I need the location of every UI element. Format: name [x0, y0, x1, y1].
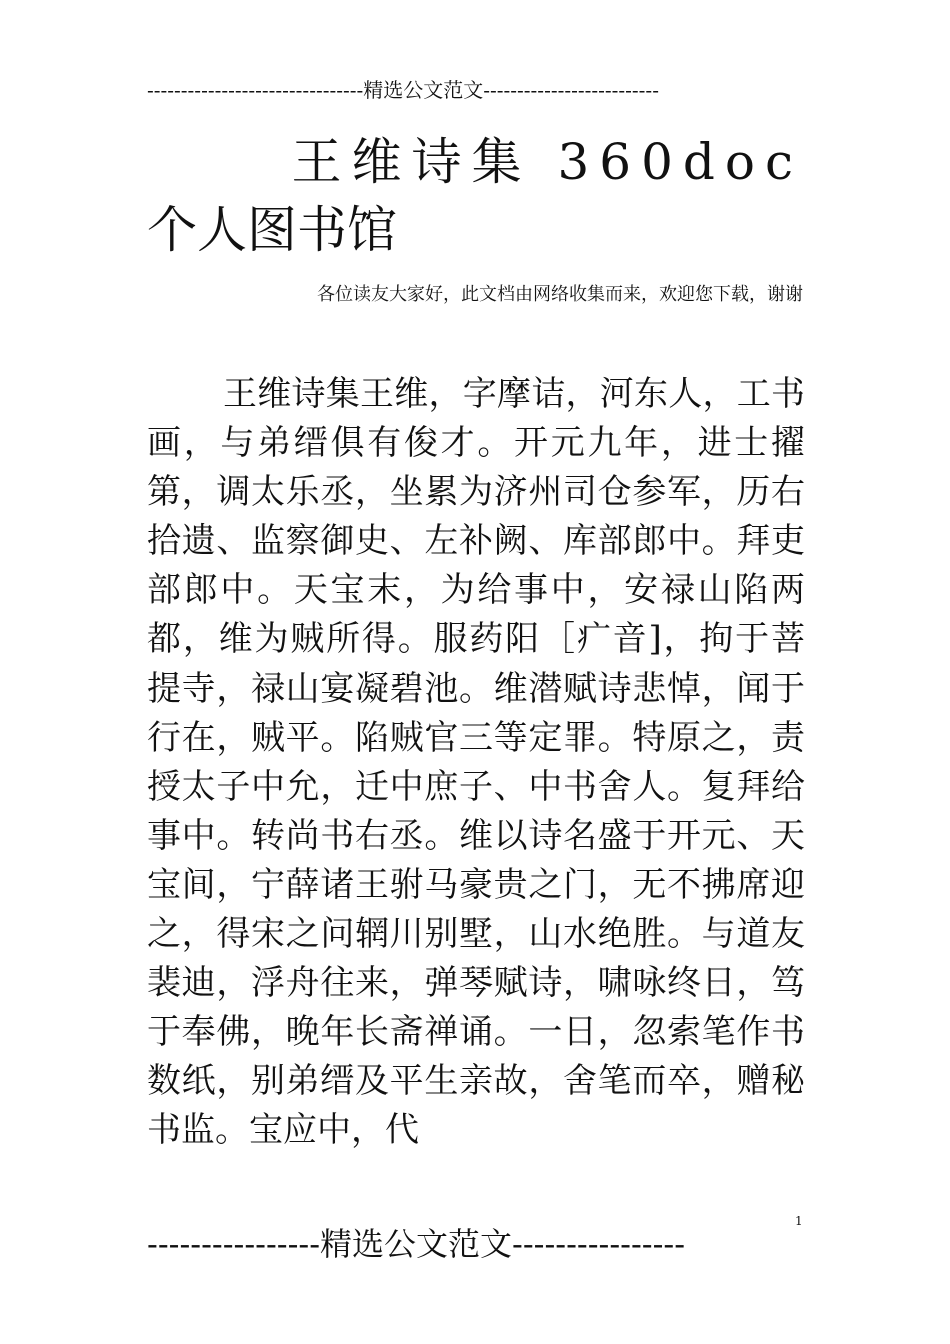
page-footer: ----------------精选公文范文----------------	[147, 1225, 686, 1263]
page-number: 1	[795, 1214, 803, 1228]
title-line-1: 王维诗集 360doc	[291, 133, 803, 191]
page-header: --------------------------------精选公文范文--------------------------	[147, 78, 659, 102]
body-paragraph: 王维诗集王维，字摩诘，河东人，工书画，与弟缙俱有俊才。开元九年，进士擢第，调太乐丞，坐累为济州司仓参军，历右拾遗、监察御史、左补阙、库部郎中。拜吏部郎中。天宝末，为给事中，安禄山陷两都，维为贼所得。服药阳［疒音]，拘于菩提寺，禄山宴凝碧池。维潜赋诗悲悼，闻于行在，贼平。陷贼官三等定罪。特原之，责授太子中允，迁中庶子、中书舍人。复拜给事中。转尚书右丞。维以诗名盛于开元、天宝间，宁薛诸王驸马豪贵之门，无不拂席迎之，得宋之问辋川别墅，山水绝胜。与道友裴迪，浮舟往来，弹琴赋诗，啸咏终日，笃于奉佛，晚年长斋禅诵。一日，忽索笔作书数纸，别弟缙及平生亲故，舍笔而卒，赠秘书监。宝应中，代	[147, 374, 805, 1151]
title-line-2: 个人图书馆	[147, 201, 397, 259]
document-title	[147, 128, 807, 264]
download-notice: 各位读友大家好，此文档由网络收集而来，欢迎您下载，谢谢	[317, 284, 803, 305]
